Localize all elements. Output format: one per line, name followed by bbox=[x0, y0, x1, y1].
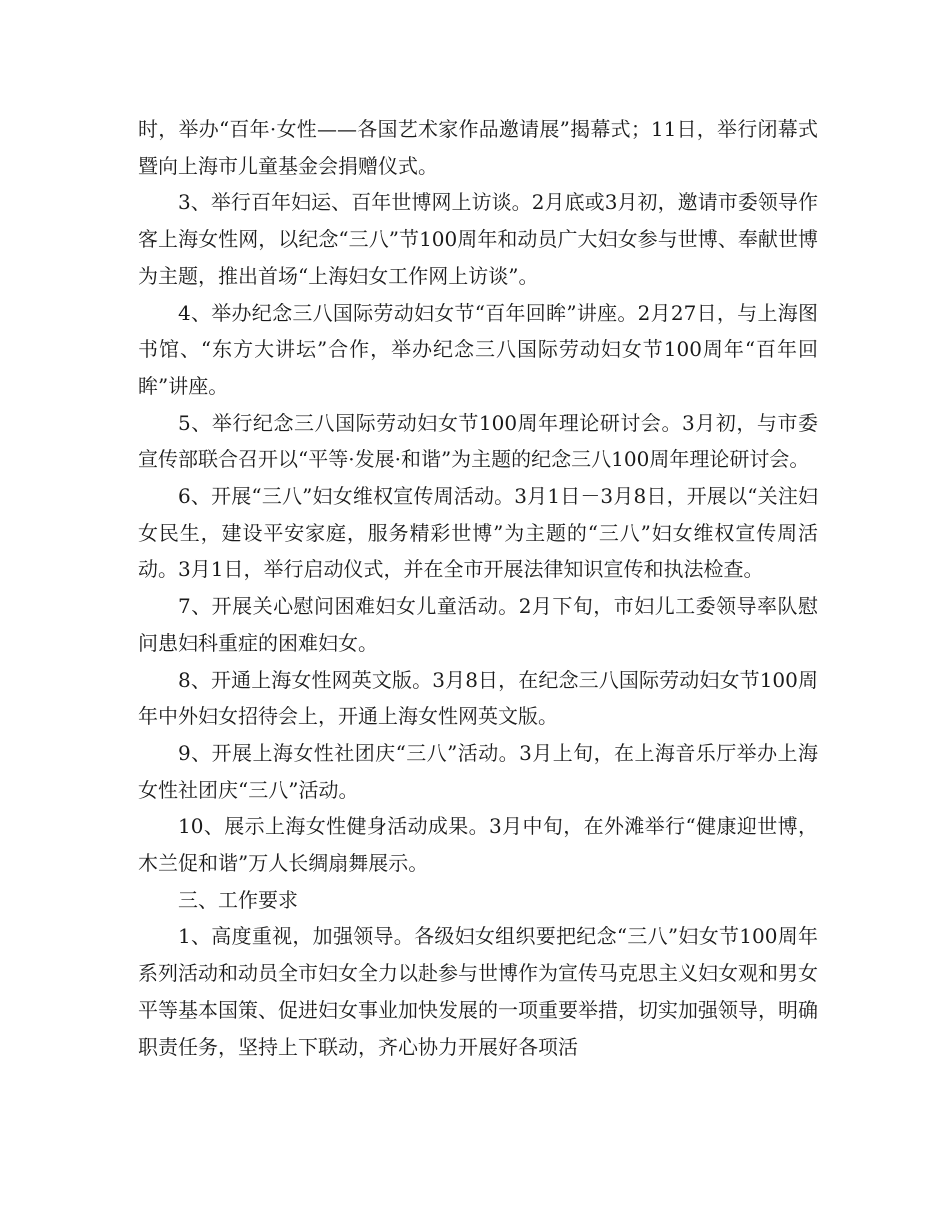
paragraph-item-4: 4、举办纪念三八国际劳动妇女节“百年回眸”讲座。2月27日，与上海图书馆、“东方大讲坛”合作，举办纪念三八国际劳动妇女节100周年“百年回眸”讲座。 bbox=[138, 300, 818, 398]
paragraph-item-9: 9、开展上海女性社团庆“三八”活动。3月上旬，在上海音乐厅举办上海女性社团庆“三八”活动。 bbox=[138, 740, 818, 802]
paragraph-item-10: 10、展示上海女性健身活动成果。3月中旬，在外滩举行“健康迎世博，木兰促和谐”万人长绸扇舞展示。 bbox=[138, 814, 818, 876]
paragraph-requirement-1: 1、高度重视，加强领导。各级妇女组织要把纪念“三八”妇女节100周年系列活动和动员全市妇女全力以赴参与世博作为宣传马克思主义妇女观和男女平等基本国策、促进妇女事业加快发展的一项重要举措，切实加强领导，明确职责任务，坚持上下联动，齐心协力开展好各项活 bbox=[138, 924, 818, 1059]
document-body bbox=[138, 111, 818, 1065]
paragraph-item-6: 6、开展“三八”妇女维权宣传周活动。3月1日－3月8日，开展以“关注妇女民生，建设平安家庭，服务精彩世博”为主题的“三八”妇女维权宣传周活动。3月1日，举行启动仪式，并在全市开展法律知识宣传和执法检查。 bbox=[138, 484, 818, 582]
section-heading-requirements: 三、工作要求 bbox=[178, 887, 298, 912]
paragraph-1: 时，举办“百年·女性——各国艺术家作品邀请展”揭幕式；11日，举行闭幕式暨向上海市儿童基金会捐赠仪式。 bbox=[138, 117, 818, 178]
paragraph-item-3: 3、举行百年妇运、百年世博网上访谈。2月底或3月初，邀请市委领导作客上海女性网，以纪念“三八”节100周年和动员广大妇女参与世博、奉献世博为主题，推出首场“上海妇女工作网上访谈”。 bbox=[138, 190, 818, 288]
paragraph-item-7: 7、开展关心慰问困难妇女儿童活动。2月下旬，市妇儿工委领导率队慰问患妇科重症的困难妇女。 bbox=[138, 594, 818, 655]
paragraph-item-5: 5、举行纪念三八国际劳动妇女节100周年理论研讨会。3月初，与市委宣传部联合召开以“平等·发展·和谐”为主题的纪念三八100周年理论研讨会。 bbox=[138, 410, 818, 472]
paragraph-item-8: 8、开通上海女性网英文版。3月8日，在纪念三八国际劳动妇女节100周年中外妇女招待会上，开通上海女性网英文版。 bbox=[138, 667, 818, 729]
